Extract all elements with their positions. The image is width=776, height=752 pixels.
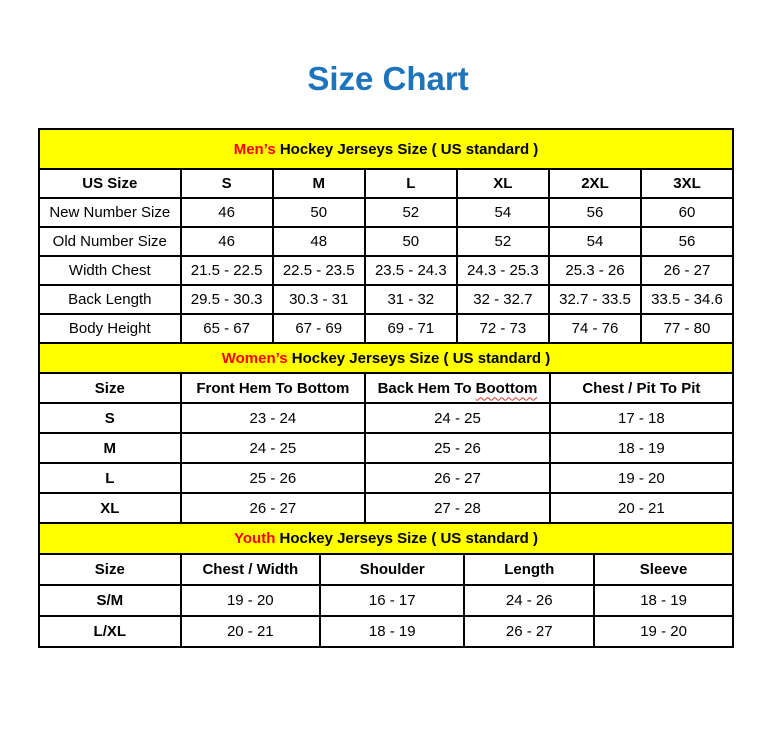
table-cell: 25.3 - 26 — [549, 256, 641, 285]
table-cell: 29.5 - 30.3 — [181, 285, 273, 314]
table-cell: 19 - 20 — [550, 463, 733, 493]
row-label: New Number Size — [39, 198, 181, 227]
youth-section-highlight: Youth — [234, 530, 276, 547]
mens-size-table — [38, 128, 734, 344]
table-cell: 33.5 - 34.6 — [641, 285, 733, 314]
mens-column-header: S — [181, 169, 273, 198]
youth-column-header: Length — [464, 554, 594, 585]
table-cell: 24 - 25 — [365, 403, 550, 433]
row-label: S/M — [39, 585, 181, 616]
table-cell: 23.5 - 24.3 — [365, 256, 457, 285]
row-label: Body Height — [39, 314, 181, 343]
table-row — [39, 463, 733, 493]
table-cell: 74 - 76 — [549, 314, 641, 343]
table-row — [39, 493, 733, 523]
youth-section-band — [39, 523, 733, 554]
mens-column-header: M — [273, 169, 365, 198]
table-cell: 50 — [365, 227, 457, 256]
table-row — [39, 256, 733, 285]
womens-section-highlight: Women’s — [221, 349, 288, 367]
row-label: XL — [39, 493, 181, 523]
womens-column-header: Front Hem To Bottom — [181, 373, 366, 403]
table-cell: 67 - 69 — [273, 314, 365, 343]
row-label: S — [39, 403, 181, 433]
womens-section-band — [39, 343, 733, 373]
table-row — [39, 585, 733, 616]
row-label: Old Number Size — [39, 227, 181, 256]
table-cell: 72 - 73 — [457, 314, 549, 343]
table-cell: 20 - 21 — [550, 493, 733, 523]
mens-section-header — [39, 129, 733, 169]
table-cell: 22.5 - 23.5 — [273, 256, 365, 285]
table-cell: 21.5 - 22.5 — [181, 256, 273, 285]
table-cell: 24.3 - 25.3 — [457, 256, 549, 285]
youth-size-table — [38, 522, 734, 648]
table-cell: 24 - 26 — [464, 585, 594, 616]
table-cell: 16 - 17 — [320, 585, 464, 616]
misspelled-word: Boottom — [475, 379, 538, 397]
size-chart-tables — [38, 128, 734, 648]
table-row — [39, 198, 733, 227]
table-cell: 52 — [457, 227, 549, 256]
table-row — [39, 433, 733, 463]
mens-column-header: US Size — [39, 169, 181, 198]
table-cell: 25 - 26 — [365, 433, 550, 463]
table-cell: 30.3 - 31 — [273, 285, 365, 314]
table-cell: 46 — [181, 227, 273, 256]
table-cell: 26 - 27 — [464, 616, 594, 647]
row-label: L/XL — [39, 616, 181, 647]
table-cell: 27 - 28 — [365, 493, 550, 523]
womens-size-table — [38, 342, 734, 524]
row-label: M — [39, 433, 181, 463]
table-cell: 26 - 27 — [641, 256, 733, 285]
table-row — [39, 403, 733, 433]
table-row — [39, 314, 733, 343]
table-cell: 54 — [549, 227, 641, 256]
mens-section-title-rest: Hockey Jerseys Size ( US standard ) — [275, 140, 539, 158]
womens-column-header-prefix: Back Hem To — [377, 379, 476, 397]
table-cell: 77 - 80 — [641, 314, 733, 343]
table-cell: 69 - 71 — [365, 314, 457, 343]
table-cell: 52 — [365, 198, 457, 227]
womens-column-header: Size — [39, 373, 181, 403]
table-cell: 25 - 26 — [181, 463, 366, 493]
youth-column-header: Shoulder — [320, 554, 464, 585]
table-cell: 65 - 67 — [181, 314, 273, 343]
youth-column-header-row — [39, 554, 733, 585]
row-label: L — [39, 463, 181, 493]
mens-section-band — [39, 129, 733, 169]
youth-column-header: Sleeve — [594, 554, 733, 585]
table-cell: 32 - 32.7 — [457, 285, 549, 314]
table-cell: 48 — [273, 227, 365, 256]
table-cell: 32.7 - 33.5 — [549, 285, 641, 314]
table-cell: 23 - 24 — [181, 403, 366, 433]
table-cell: 31 - 32 — [365, 285, 457, 314]
table-cell: 26 - 27 — [365, 463, 550, 493]
table-cell: 24 - 25 — [181, 433, 366, 463]
table-cell: 50 — [273, 198, 365, 227]
youth-section-header — [39, 523, 733, 554]
womens-column-header: Chest / Pit To Pit — [550, 373, 733, 403]
womens-column-header-row — [39, 373, 733, 403]
table-cell: 17 - 18 — [550, 403, 733, 433]
page-title: Size Chart — [307, 60, 469, 97]
table-cell: 54 — [457, 198, 549, 227]
table-cell: 18 - 19 — [594, 585, 733, 616]
womens-section-title-rest: Hockey Jerseys Size ( US standard ) — [287, 349, 551, 367]
table-cell: 18 - 19 — [550, 433, 733, 463]
table-row — [39, 227, 733, 256]
mens-column-header: 2XL — [549, 169, 641, 198]
table-row — [39, 616, 733, 647]
table-cell: 19 - 20 — [594, 616, 733, 647]
youth-section-title-rest: Hockey Jerseys Size ( US standard ) — [275, 530, 538, 547]
row-label: Width Chest — [39, 256, 181, 285]
mens-column-header: 3XL — [641, 169, 733, 198]
table-cell: 20 - 21 — [181, 616, 320, 647]
table-cell: 46 — [181, 198, 273, 227]
table-cell: 60 — [641, 198, 733, 227]
youth-column-header: Size — [39, 554, 181, 585]
womens-column-header — [365, 373, 550, 403]
mens-column-header: L — [365, 169, 457, 198]
table-cell: 18 - 19 — [320, 616, 464, 647]
womens-section-header — [39, 343, 733, 373]
table-row — [39, 285, 733, 314]
row-label: Back Length — [39, 285, 181, 314]
table-cell: 19 - 20 — [181, 585, 320, 616]
mens-column-header-row — [39, 169, 733, 198]
mens-column-header: XL — [457, 169, 549, 198]
size-chart-page — [0, 60, 776, 648]
table-cell: 56 — [549, 198, 641, 227]
youth-column-header: Chest / Width — [181, 554, 320, 585]
table-cell: 26 - 27 — [181, 493, 366, 523]
mens-section-highlight: Men’s — [233, 140, 276, 158]
table-cell: 56 — [641, 227, 733, 256]
